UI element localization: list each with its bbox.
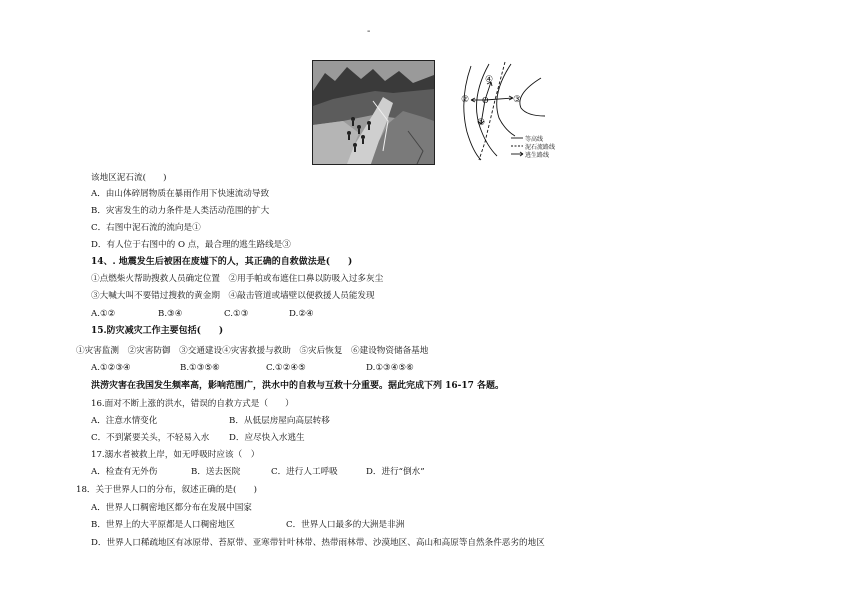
q15-choice-c: C.①②④⑤ <box>266 363 306 373</box>
map-label-o: O <box>482 96 489 105</box>
map-label-3: ③ <box>513 95 522 105</box>
q13-option-a: A．由山体碎屑物质在暴雨作用下快速流动导致 <box>91 189 270 199</box>
q14-choice-a: A.①② <box>91 309 116 319</box>
legend-contour: 等高线 <box>525 136 544 143</box>
q18-option-c: C．世界人口最多的大洲是非洲 <box>286 520 405 530</box>
q15-stem: 15.防灾减灾工作主要包括( ) <box>91 326 224 336</box>
q15-statements: ①灾害监测 ②灾害防御 ③交通建设④灾害救援与救助 ⑤灾后恢复 ⑥建设物资储备基地 <box>76 346 429 356</box>
q17-option-a: A．检查有无外伤 <box>91 467 158 477</box>
q13-option-c: C．右图中泥石流的流向是① <box>91 223 201 233</box>
map-legend <box>511 135 555 159</box>
header-dot: - <box>367 26 371 37</box>
q18-option-b: B．世界上的大平原都是人口稠密地区 <box>91 520 235 530</box>
q14-choice-d: D.②④ <box>289 309 314 319</box>
debris-flow-illustration <box>313 61 434 164</box>
q16-option-b: B．从低层房屋向高层转移 <box>229 416 330 426</box>
q18-stem: 18．关于世界人口的分布，叙述正确的是( ) <box>76 485 257 495</box>
q15-choice-a: A.①②③④ <box>91 363 131 373</box>
q13-option-b: B．灾害发生的动力条件是人类活动范围的扩大 <box>91 206 270 216</box>
debris-flow-photo <box>312 60 435 165</box>
q15-choice-b: B.①③⑤⑥ <box>180 363 220 373</box>
q17-option-c: C．进行人工呼吸 <box>271 467 338 477</box>
q16-stem: 16.面对不断上涨的洪水，错误的自救方式是（ ） <box>91 399 294 409</box>
q13-option-d: D．有人位于右图中的 O 点，最合理的逃生路线是③ <box>91 240 291 250</box>
map-label-2: ② <box>461 95 470 105</box>
q18-option-d: D．世界人口稀疏地区有冰原带、苔原带、亚寒带针叶林带、热带雨林带、沙漠地区、高山和高原等自然条件恶劣的地区 <box>91 538 545 548</box>
q16-option-c: C．不到紧要关头，不轻易入水 <box>91 433 210 443</box>
q14-choice-b: B.③④ <box>158 309 183 319</box>
map-label-1: ① <box>477 118 486 128</box>
q13-stem: 该地区泥石流( ) <box>91 173 167 183</box>
legend-escape-route: 逃生路线 <box>525 152 550 159</box>
flood-intro: 洪涝灾害在我国发生频率高，影响范围广，洪水中的自救与互救十分重要。据此完成下列 16-17 各题。 <box>91 381 505 391</box>
q17-stem: 17.溺水者被救上岸，如无呼吸时应该（ ） <box>91 450 260 460</box>
contour-map-diagram <box>441 60 563 163</box>
q17-option-d: D．进行“倒水” <box>366 467 425 477</box>
map-label-4: ④ <box>485 75 494 85</box>
contour-map <box>441 60 563 163</box>
q16-option-d: D．应尽快入水逃生 <box>229 433 305 443</box>
q18-option-a: A．世界人口稠密地区都分布在发展中国家 <box>91 503 252 513</box>
q14-statement-2: ③大喊大叫不要错过搜救的黄金期 ④敲击管道或墙壁以便救援人员能发现 <box>91 291 375 301</box>
legend-debris-route: 泥石流路线 <box>525 144 556 151</box>
q17-option-b: B．送去医院 <box>191 467 241 477</box>
q14-choice-c: C.①③ <box>224 309 249 319</box>
q14-stem: 14、. 地震发生后被困在废墟下的人，其正确的自救做法是( ) <box>91 257 353 267</box>
q16-option-a: A．注意水情变化 <box>91 416 158 426</box>
q14-statement-1: ①点燃柴火帮助搜救人员确定位置 ②用手帕或布遮住口鼻以防吸入过多灰尘 <box>91 274 384 284</box>
q15-choice-d: D.①③④⑤⑥ <box>366 363 414 373</box>
